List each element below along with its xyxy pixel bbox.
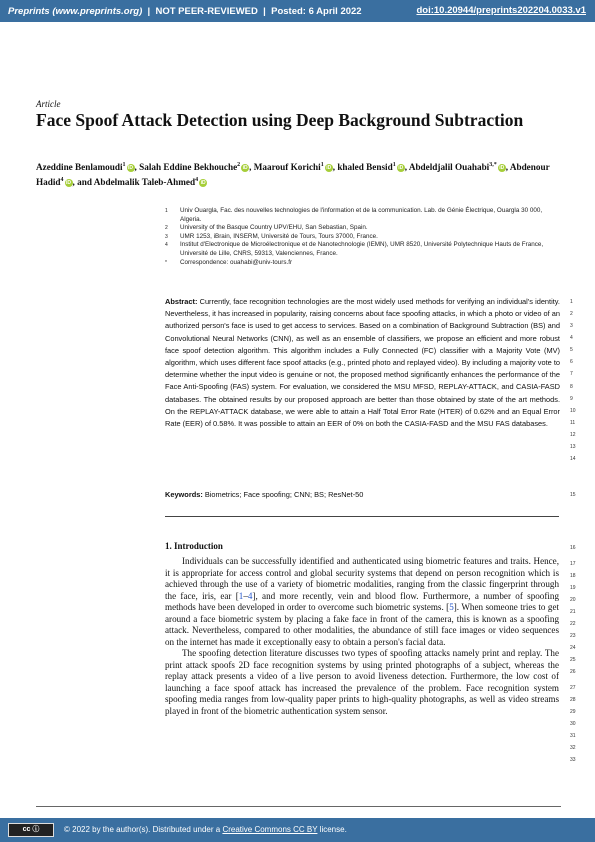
affiliations [165,207,560,267]
line-number: 17 [570,561,576,567]
author-name: Salah Eddine Bekhouche [139,162,238,173]
abstract-text: Currently, face recognition technologies are the most widely used methods for verifying an individual's identity. Nevertheless, it has increased in popularity, raising concerns about face spoofing attacks, in which a photo or video of an authorized person's face is used to get access to services. Based on a combination of Background Subtraction (BS) and Convolutional Neural Networks (CNN), as well as an ensemble of classifiers, we propose an efficient and more robust face spoof detection algorithm. This algorithm includes a Fully Connected (FC) classifier with a Majority Vote (MV) algorithm, which uses different face spoof attacks (e.g., printed photo and replayed video). By including a majority vote to determine whether the input video is genuine or not, the proposed method significantly enhances the performance of the Face Anti-Spoofing (FAS) system. For evaluation, we considered the MSU MFSD, REPLAY-ATTACK, and CASIA-FASD databases. The obtained results by our proposed approach are better than those obtained by state of the art methods. On the REPLAY-ATTACK database, we were able to attain a Half Total Error Rate (HTER) of 0.62% and an Equal Error Rate (EER) of 0.58%. It was possible to attain an EER of 0% on both the CASIA-FASD and the MSU FAS databases. [165,297,560,429]
line-number: 12 [570,432,576,438]
author-name: Abdenour Hadid [36,162,550,188]
banner-status [8,6,362,17]
line-number: 18 [570,573,576,579]
line-number: 23 [570,633,576,639]
license-link[interactable]: Creative Commons CC BY [222,825,318,834]
citation-link[interactable]: 1 [238,590,244,601]
article-type: Article [36,99,61,109]
footer-divider [36,806,561,807]
line-number: 25 [570,657,576,663]
banner-peer-status: NOT PEER-REVIEWED [155,6,258,17]
author-affiliation-mark: 1 [392,162,396,168]
citation-link[interactable]: 5 [449,602,454,612]
paper-title: Face Spoof Attack Detection using Deep Background Subtraction [36,110,524,130]
line-number: 10 [570,408,576,414]
affiliation-mark: 4 [165,242,168,249]
author-separator: , [249,162,254,173]
orcid-icon[interactable]: iD [398,165,404,172]
author-separator: , [404,162,409,173]
paragraph [165,556,559,648]
section-divider [165,516,559,517]
author-name: Abdelmalik Taleb-Ahmed [93,177,196,188]
line-number: 28 [570,697,576,703]
line-number: 11 [570,420,576,426]
banner-separator: | [263,6,266,17]
section-heading: 1. Introduction [165,541,223,551]
affiliation-item [165,241,560,258]
copyright-text: © 2022 by the author(s). Distributed under a [64,825,223,834]
affiliation-item [165,224,560,233]
orcid-icon[interactable]: iD [66,180,72,187]
affiliation-text: Correspondence: ouahabi@univ-tours.fr [180,258,293,266]
paragraph-text: ], and more recently, vein and blood flow. Furthermore, a number of spoofing methods have been developed in order to overcome such biometric systems. [ [165,590,559,612]
line-number: 13 [570,444,576,450]
license-suffix: license. [317,825,347,834]
author-name: khaled Bensid [337,162,393,173]
affiliation-mark: 1 [165,208,168,214]
affiliation-text: Institut d'Electronique de Microélectronique et de Nanotechnologie (IEMN), UMR 8520, Université Polytechnique Hauts de France, Université de Lille, CNRS, 59313, Valenciennes, France. [180,241,544,257]
preprint-banner [0,0,595,22]
orcid-icon[interactable]: iD [200,180,206,187]
author-affiliation-mark: 3,* [489,162,497,168]
line-number: 33 [570,757,576,763]
abstract [165,296,560,430]
author-affiliation-mark: 1 [320,162,324,168]
line-number: 8 [570,384,573,390]
line-number: 4 [570,335,573,341]
author-affiliation-mark: 4 [60,177,64,184]
author-affiliation-mark: 4 [195,177,199,184]
affiliation-item [165,207,560,224]
affiliation-item [165,259,560,268]
line-number: 32 [570,745,576,751]
line-number: 15 [570,492,576,498]
affiliation-mark: 3 [165,233,168,240]
line-number: 24 [570,645,576,651]
affiliation-text: University of the Basque Country UPV/EHU, San Sebastian, Spain. [180,224,368,232]
line-number: 21 [570,609,576,615]
paragraph-text: – [243,590,248,601]
paragraph: The spoofing detection literature discusses two types of spoofing attacks namely print and replay. The print attack spoofs 2D face recognition systems by using printed photographs of a subject, whereas the replay attack presents a video of a live person to avoid liveness detection. Furthermore, the low cost of launching a face spoof attack has increased the prevalence of the problem. Face recognition system spoofing media ranges from low-quality paper prints to high-quality photographs, as well as video streams played in front of the biometric authentication system sensor. [165,648,559,716]
line-number: 22 [570,621,576,627]
affiliation-text: UMR 1253, iBrain, INSERM, Université de Tours, Tours 37000, France. [180,232,378,240]
line-number: 19 [570,585,576,591]
author-name: Azeddine Benlamoudi [36,162,123,173]
banner-source[interactable]: Preprints (www.preprints.org) [8,6,143,17]
line-number: 6 [570,359,573,365]
author-separator: , [505,162,510,173]
license-text [64,825,347,834]
author-separator: , [134,162,140,173]
author-affiliation-mark: 2 [237,162,241,168]
banner-separator: | [147,6,151,17]
line-number: 29 [570,709,576,715]
affiliation-item [165,233,560,242]
author-name: Maarouf Korichi [253,162,321,173]
affiliation-text: Univ Ouargla, Fac. des nouvelles technologies de l'information et de la communication. Lab. de Génie Électrique, Ouargla 30 000, Algeria. [180,207,543,223]
paragraph-text: ]. When someone tries to get around a face biometric system by placing a fake face in front of the camera, this is known as a spoofing attack. Nevertheless, compared to other modalities, the abundance of still face images or video sequences on the internet has made it exceptionally easy to obtain a person's facial data. [165,602,560,647]
orcid-icon[interactable]: iD [499,165,505,172]
author-separator: , and [72,177,94,188]
line-number: 14 [570,456,576,462]
line-number: 5 [570,347,573,353]
line-number: 7 [570,371,573,377]
line-number: 2 [570,311,573,317]
line-number: 26 [570,669,576,675]
line-number: 1 [570,299,573,305]
license-footer [0,818,595,842]
keywords-text: Biometrics; Face spoofing; CNN; BS; ResNet-50 [204,490,364,499]
cc-by-badge-icon[interactable]: cc ⓘ [8,823,54,837]
abstract-label: Abstract: [165,297,198,306]
line-number: 31 [570,733,576,739]
orcid-icon[interactable]: iD [128,165,134,172]
orcid-icon[interactable]: iD [326,165,332,172]
line-number: 3 [570,323,573,329]
orcid-icon[interactable]: iD [242,165,248,172]
line-number: 9 [570,396,573,402]
introduction-body [165,556,559,717]
line-number: 20 [570,597,576,603]
author-separator: , [332,162,338,173]
banner-posted-date: Posted: 6 April 2022 [271,6,362,17]
line-number: 30 [570,721,576,727]
affiliation-mark: 2 [165,225,168,232]
affiliation-mark: * [165,259,167,266]
author-list [36,159,566,189]
keywords-label: Keywords: [165,490,203,499]
paragraph-text: Individuals can be successfully identified and authenticated using biometric features and traits. Hence, it is appropriate for access control and global security systems that depend on person recognition which is achieved through the use of a variety of biometric modalities, ranging from the classic fingerprint through the face, iris, ear [ [165,556,559,601]
keywords [165,490,560,499]
line-number: 16 [570,545,576,551]
line-number: 27 [570,685,576,691]
author-affiliation-mark: 1 [122,162,126,168]
doi-link[interactable]: doi:10.20944/preprints202204.0033.v1 [416,5,586,16]
author-name: Abdeldjalil Ouahabi [408,162,490,173]
citation-link[interactable]: 4 [247,590,253,601]
